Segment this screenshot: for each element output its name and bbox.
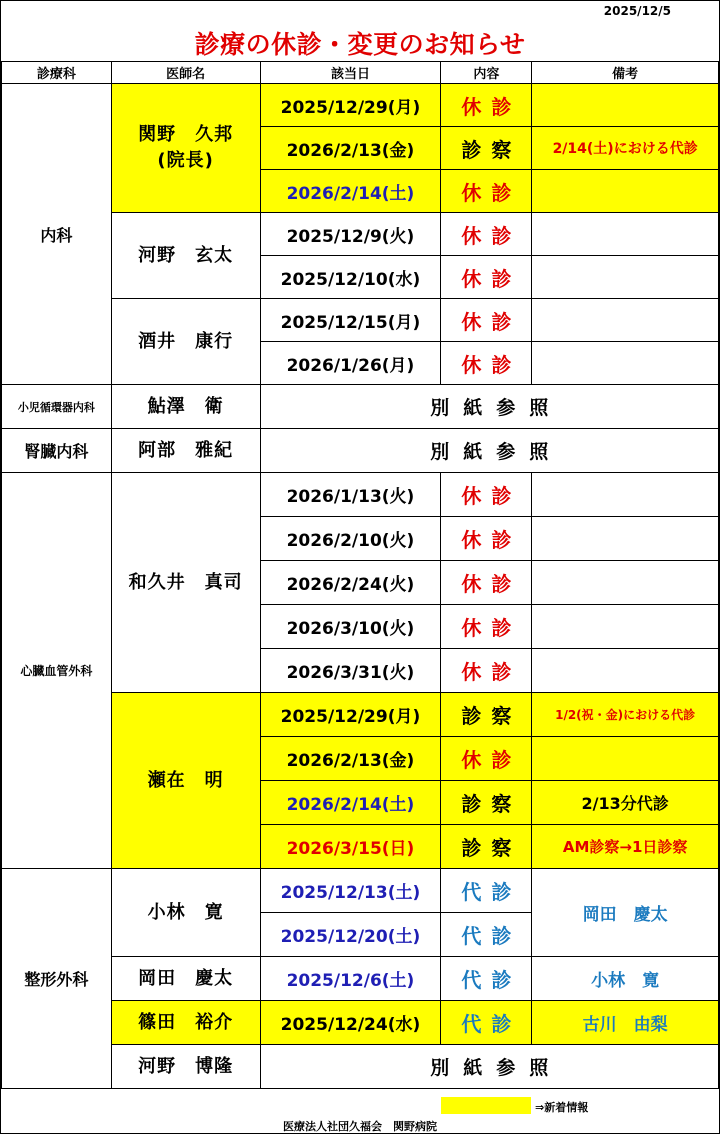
note-cell	[532, 517, 719, 561]
doctor-cell: 阿部 雅紀	[111, 429, 260, 473]
col-header-date: 該当日	[260, 62, 441, 84]
date-cell: 2026/3/15(日)	[260, 825, 441, 869]
status-cell: 休診	[441, 299, 532, 342]
status-cell: 休診	[441, 517, 532, 561]
table-row	[2, 385, 719, 429]
date-cell: 2025/12/6(土)	[260, 957, 441, 1001]
date-cell: 2025/12/24(水)	[260, 1001, 441, 1045]
note-cell	[532, 605, 719, 649]
status-cell: 休診	[441, 561, 532, 605]
doctor-cell: 篠田 裕介	[111, 1001, 260, 1045]
legend-text: ⇒新着情報	[535, 1101, 589, 1114]
doctor-cell: 岡田 慶太	[111, 957, 260, 1001]
col-header-dept: 診療科	[2, 62, 112, 84]
status-cell: 休診	[441, 213, 532, 256]
status-cell: 休診	[441, 605, 532, 649]
doctor-cell: 河野 博隆	[111, 1045, 260, 1089]
status-cell: 代診	[441, 1001, 532, 1045]
status-cell: 休診	[441, 649, 532, 693]
doctor-cell: 酒井 康行	[111, 299, 260, 385]
dept-cell: 腎臓内科	[2, 429, 112, 473]
date-cell: 2026/2/24(火)	[260, 561, 441, 605]
note-cell	[532, 299, 719, 342]
date-cell: 2026/1/26(月)	[260, 342, 441, 385]
doctor-cell: 瀬在 明	[111, 693, 260, 869]
dept-cell: 内科	[2, 84, 112, 385]
doctor-name: 関野 久邦	[138, 124, 234, 145]
date-cell: 2025/12/29(月)	[260, 84, 441, 127]
note-cell	[532, 561, 719, 605]
status-cell: 診察	[441, 781, 532, 825]
note-cell: 2/13分代診	[532, 781, 719, 825]
date-cell: 2026/2/13(金)	[260, 127, 441, 170]
status-cell: 診察	[441, 693, 532, 737]
date-cell: 2026/1/13(火)	[260, 473, 441, 517]
status-cell: 休診	[441, 84, 532, 127]
note-cell	[532, 84, 719, 127]
table-row	[2, 869, 719, 913]
reference-cell: 別紙参照	[260, 385, 719, 429]
date-cell: 2025/12/9(火)	[260, 213, 441, 256]
note-cell	[532, 256, 719, 299]
date-cell: 2025/12/29(月)	[260, 693, 441, 737]
schedule-table	[1, 61, 719, 1089]
status-cell: 休診	[441, 473, 532, 517]
doctor-cell: 小林 寛	[111, 869, 260, 957]
note-cell: AM診察→1日診察	[532, 825, 719, 869]
date-cell: 2025/12/13(土)	[260, 869, 441, 913]
status-cell: 診察	[441, 127, 532, 170]
dept-cell: 整形外科	[2, 869, 112, 1089]
doctor-title: (院長)	[157, 150, 214, 171]
date-cell: 2026/2/14(土)	[260, 781, 441, 825]
dept-cell: 小児循環器内科	[2, 385, 112, 429]
status-cell: 代診	[441, 913, 532, 957]
date-cell: 2026/2/14(土)	[260, 170, 441, 213]
page-title: 診療の休診・変更のお知らせ	[194, 30, 526, 59]
status-cell: 休診	[441, 256, 532, 299]
col-header-doctor: 医師名	[111, 62, 260, 84]
col-header-status: 内容	[441, 62, 532, 84]
status-cell: 休診	[441, 170, 532, 213]
date-cell: 2026/2/13(金)	[260, 737, 441, 781]
reference-cell: 別紙参照	[260, 429, 719, 473]
dept-cell: 心臓血管外科	[2, 473, 112, 869]
reference-cell: 別紙参照	[260, 1045, 719, 1089]
table-row	[2, 473, 719, 517]
date-cell: 2026/3/31(火)	[260, 649, 441, 693]
issue-date: 2025/12/5	[603, 4, 671, 18]
status-cell: 診察	[441, 825, 532, 869]
note-cell: 1/2(祝・金)における代診	[532, 693, 719, 737]
doctor-cell: 鮎澤 衛	[111, 385, 260, 429]
status-cell: 代診	[441, 869, 532, 913]
date-cell: 2026/3/10(火)	[260, 605, 441, 649]
header-row	[2, 62, 719, 84]
table-row	[2, 84, 719, 127]
date-cell: 2025/12/20(土)	[260, 913, 441, 957]
status-cell: 休診	[441, 737, 532, 781]
note-cell	[532, 649, 719, 693]
col-header-note: 備考	[532, 62, 719, 84]
note-cell	[532, 473, 719, 517]
date-cell: 2025/12/15(月)	[260, 299, 441, 342]
note-cell	[532, 213, 719, 256]
note-cell: 古川 由梨	[532, 1001, 719, 1045]
note-cell	[532, 342, 719, 385]
table-row	[2, 429, 719, 473]
note-cell: 小林 寛	[532, 957, 719, 1001]
note-cell: 2/14(土)における代診	[532, 127, 719, 170]
note-cell	[532, 737, 719, 781]
legend-swatch	[441, 1097, 531, 1114]
doctor-cell: 河野 玄太	[111, 213, 260, 299]
doctor-cell: 和久井 真司	[111, 473, 260, 693]
organization-name: 医療法人社団久福会 関野病院	[283, 1120, 437, 1133]
note-cell: 岡田 慶太	[532, 869, 719, 957]
status-cell: 代診	[441, 957, 532, 1001]
status-cell: 休診	[441, 342, 532, 385]
doctor-cell	[111, 84, 260, 213]
date-cell: 2026/2/10(火)	[260, 517, 441, 561]
note-cell	[532, 170, 719, 213]
date-cell: 2025/12/10(水)	[260, 256, 441, 299]
